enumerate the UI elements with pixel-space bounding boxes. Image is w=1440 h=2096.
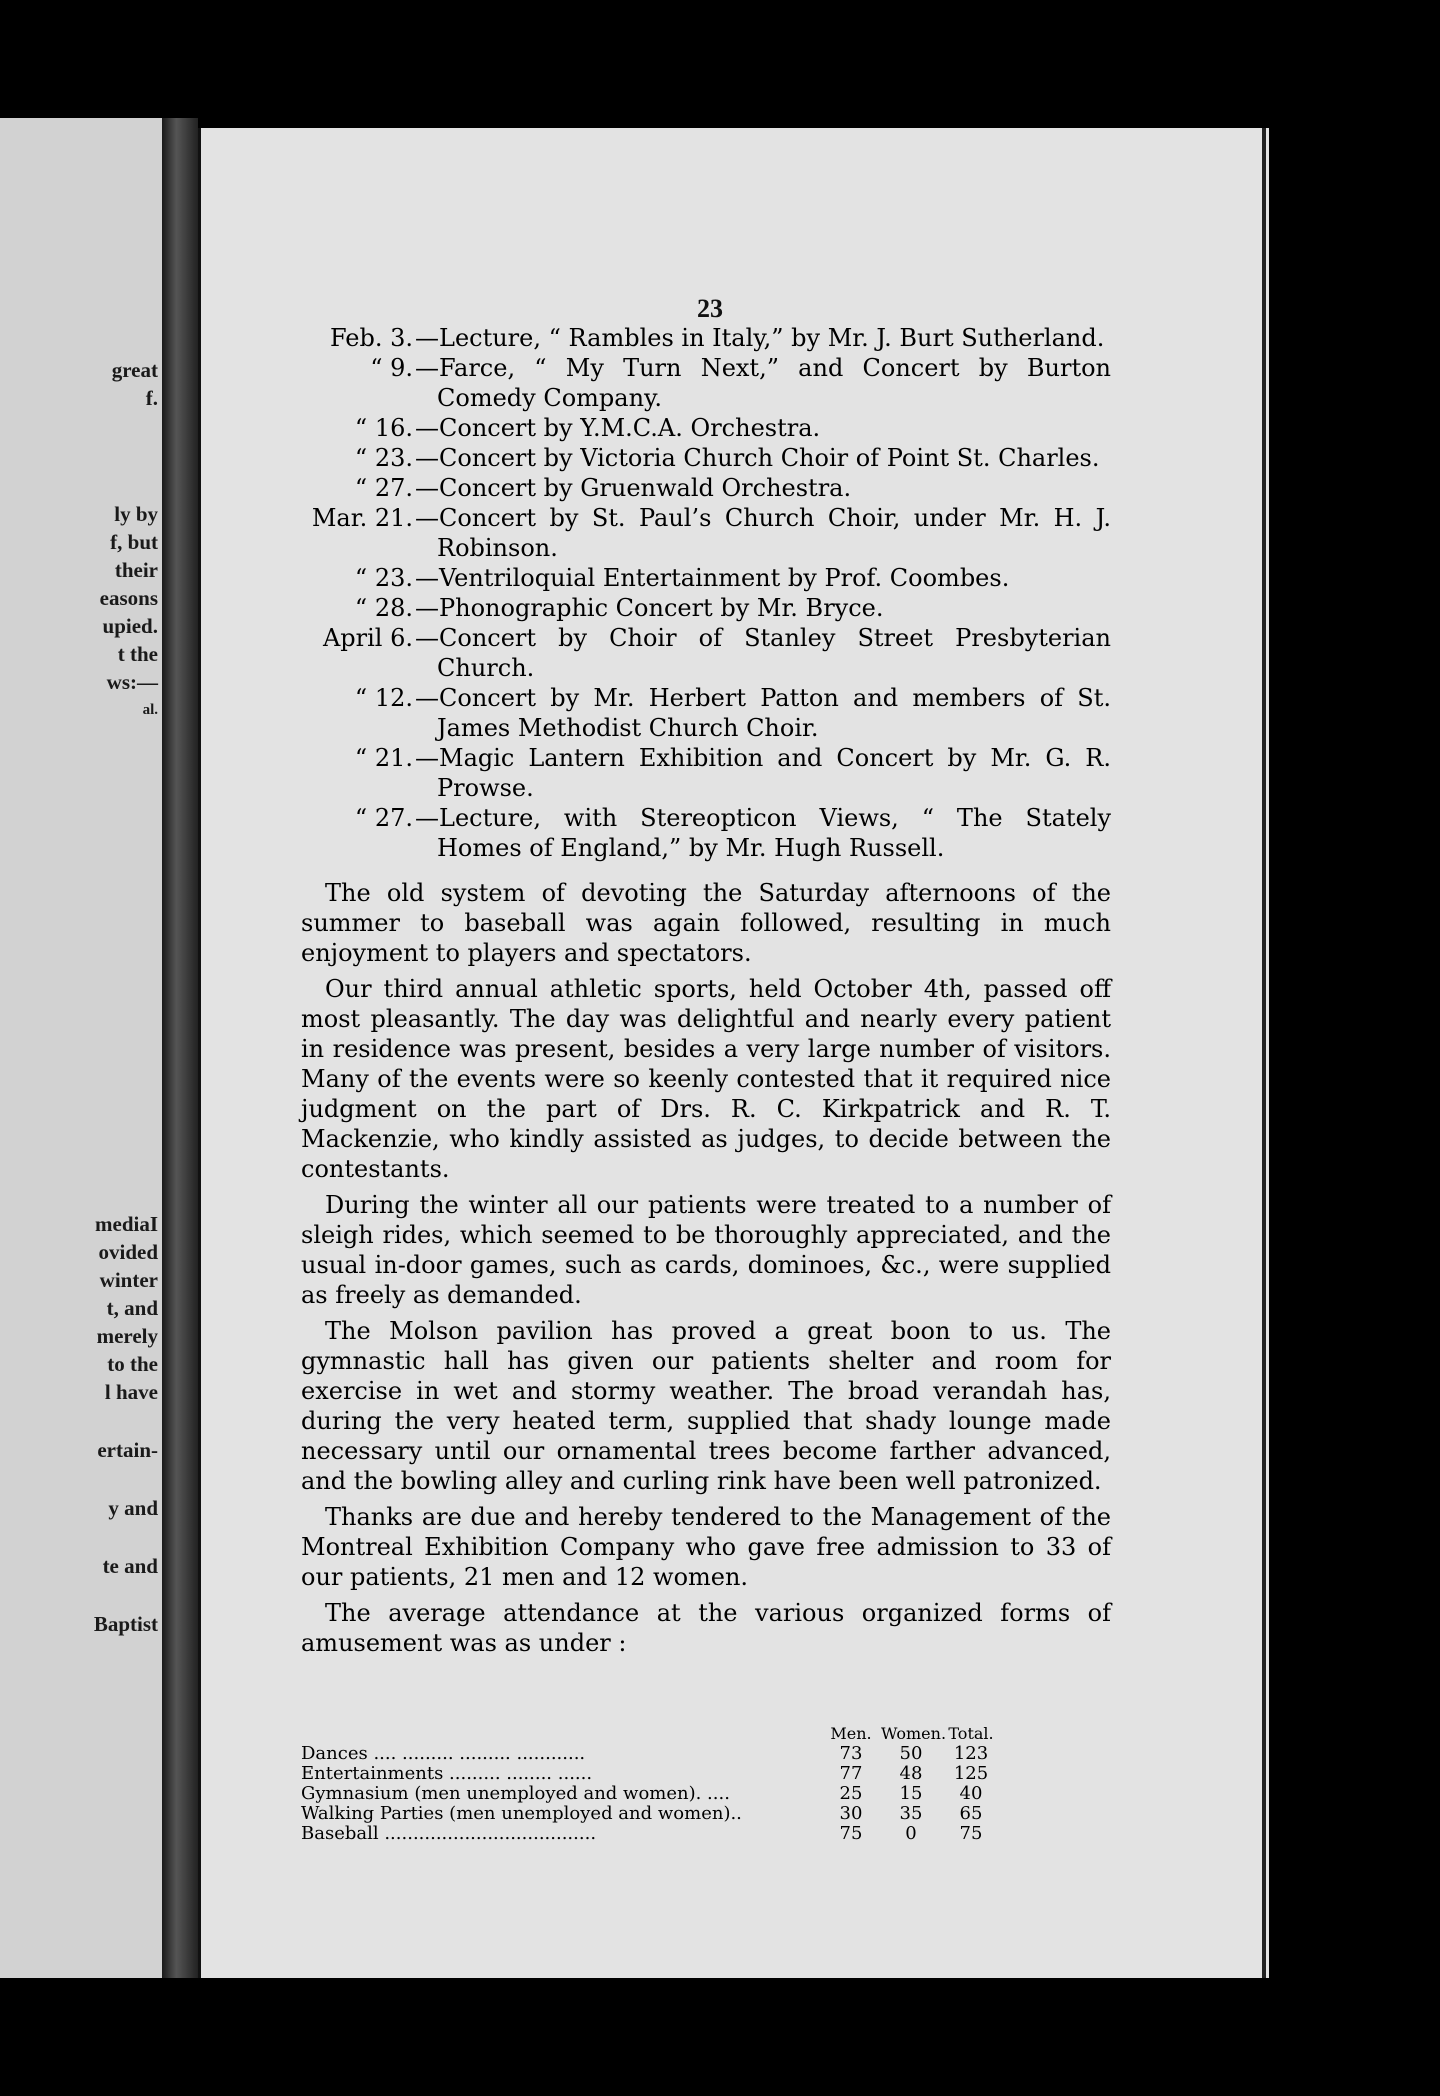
left-line: Baptist: [93, 1612, 158, 1636]
cell-women: 35: [899, 1803, 923, 1824]
left-line: ovided: [98, 1240, 158, 1264]
event-text: —Concert by Victoria Church Choir of Point St. Charles.: [415, 444, 1100, 472]
event-text: —Concert by Mr. Herbert Patton and members of St. James Methodist Church Choir.: [415, 684, 1111, 742]
left-line: y and: [108, 1496, 158, 1520]
event-text: —Concert by Gruenwald Orchestra.: [415, 474, 852, 502]
event-item: [301, 593, 1111, 623]
left-line: great: [111, 358, 158, 382]
paragraph: The Molson pavilion has proved a great boon to us. The gymnastic hall has given our patients shelter and room for exercise in wet and stormy weather. The broad verandah has, during the very heated term, supplied that shady lounge made necessary until our ornamental trees become farther advanced, and the bowling alley and curling rink have been well patronized.: [301, 1317, 1111, 1495]
event-text: —Concert by St. Paul’s Church Choir, under Mr. H. J. Robinson.: [415, 504, 1111, 562]
paragraph: Thanks are due and hereby tendered to the Management of the Montreal Exhibition Company who gave free admission to 33 of our patients, 21 men and 12 women.: [301, 1503, 1111, 1591]
page-number: 23: [697, 294, 723, 323]
left-line: te and: [102, 1554, 158, 1578]
event-text: —Phonographic Concert by Mr. Bryce.: [415, 594, 884, 622]
event-date: “ 12.: [354, 684, 413, 712]
event-date: “ 27.: [354, 474, 413, 502]
table-row: [301, 1764, 1001, 1784]
event-item: [301, 473, 1111, 503]
right-page: [198, 128, 1269, 1978]
cell-men: 30: [839, 1803, 863, 1824]
left-line: easons: [99, 586, 158, 610]
cell-men: 75: [839, 1823, 863, 1844]
event-item: [301, 623, 1111, 683]
cell-women: 15: [899, 1783, 923, 1804]
event-date: “ 27.: [354, 804, 413, 832]
attendance-table: [301, 1724, 1001, 1844]
event-text: —Farce, “ My Turn Next,” and Concert by Burton Comedy Company.: [415, 354, 1111, 412]
cell-women: 48: [899, 1763, 923, 1784]
header-total: Total.: [948, 1724, 994, 1743]
event-item: [301, 683, 1111, 743]
table-row: [301, 1824, 1001, 1844]
left-line: mediaI: [95, 1212, 158, 1236]
cell-women: 50: [899, 1743, 923, 1764]
event-item: [301, 413, 1111, 443]
paragraph: The old system of devoting the Saturday afternoons of the summer to baseball was again followed, resulting in much enjoyment to players and spectators.: [301, 879, 1111, 967]
cell-total: 40: [959, 1783, 983, 1804]
left-line: upied.: [102, 614, 158, 638]
event-date: “ 9.: [370, 354, 413, 382]
event-date: “ 28.: [354, 594, 413, 622]
paragraph: During the winter all our patients were treated to a number of sleigh rides, which seemed to be thoroughly appreciated, and the usual in-door games, such as cards, dominoes, &c., were supplied as freely as demanded.: [301, 1191, 1111, 1309]
left-line: merely: [96, 1324, 158, 1348]
left-line: winter: [99, 1268, 158, 1292]
cell-men: 73: [839, 1743, 863, 1764]
cell-total: 125: [953, 1763, 989, 1784]
table-row: [301, 1744, 1001, 1764]
left-line: f.: [145, 386, 158, 410]
left-line: ws:—: [106, 670, 158, 694]
event-text: —Concert by Y.M.C.A. Orchestra.: [415, 414, 821, 442]
event-text: —Lecture, with Stereopticon Views, “ The Stately Homes of England,” by Mr. Hugh Russell.: [415, 804, 1111, 862]
body-text: [301, 878, 1111, 1664]
row-label: Entertainments ......... ........ ......: [301, 1764, 593, 1784]
left-line: their: [114, 558, 158, 582]
row-label: Walking Parties (men unemployed and women)..: [301, 1804, 742, 1824]
cell-total: 75: [959, 1823, 983, 1844]
cell-total: 123: [953, 1743, 989, 1764]
event-text: —Concert by Choir of Stanley Street Presbyterian Church.: [415, 624, 1111, 682]
event-item: [301, 323, 1111, 353]
paragraph: The average attendance at the various organized forms of amusement was as under :: [301, 1599, 1111, 1657]
event-date: “ 23.: [354, 444, 413, 472]
left-line: ertain-: [97, 1438, 158, 1462]
row-label: Dances .... ......... ......... ............: [301, 1744, 586, 1764]
left-line: al.: [142, 702, 158, 718]
left-line: t the: [117, 642, 158, 666]
event-item: [301, 743, 1111, 803]
paragraph: Our third annual athletic sports, held October 4th, passed off most pleasantly. The day was delightful and nearly every patient in residence was present, besides a very large number of visitors. Many of the events were so keenly contested that it required nice judgment on the part of Drs. R. C. Kirkpatrick and R. T. Mackenzie, who kindly assisted as judges, to decide between the contestants.: [301, 975, 1111, 1183]
left-page-fragment: [0, 118, 162, 1978]
event-item: [301, 503, 1111, 563]
left-line: t, and: [106, 1296, 158, 1320]
table-row: [301, 1784, 1001, 1804]
table-row: [301, 1804, 1001, 1824]
event-date: Feb. 3.: [329, 324, 413, 352]
book-gutter: [162, 118, 198, 1978]
row-label: Baseball .....................................: [301, 1824, 597, 1844]
event-date: April 6.: [322, 624, 413, 652]
events-list: [301, 323, 1111, 863]
event-item: [301, 353, 1111, 413]
left-line: to the: [107, 1352, 158, 1376]
page-edge: [1262, 128, 1266, 1978]
event-date: “ 16.: [354, 414, 413, 442]
event-date: Mar. 21.: [311, 504, 413, 532]
table-header: [301, 1724, 1001, 1744]
event-date: “ 21.: [354, 744, 413, 772]
left-line: l have: [104, 1380, 158, 1404]
header-men: Men.: [830, 1724, 872, 1743]
event-text: —Ventriloquial Entertainment by Prof. Coombes.: [415, 564, 1010, 592]
event-item: [301, 563, 1111, 593]
left-line: ly by: [114, 502, 158, 526]
header-women: Women.: [881, 1724, 947, 1743]
cell-men: 25: [839, 1783, 863, 1804]
left-line: f, but: [110, 530, 158, 554]
cell-women: 0: [905, 1823, 917, 1844]
event-date: “ 23.: [354, 564, 413, 592]
event-text: —Lecture, “ Rambles in Italy,” by Mr. J. Burt Sutherland.: [415, 324, 1105, 352]
event-item: [301, 803, 1111, 863]
row-label: Gymnasium (men unemployed and women). ....: [301, 1784, 730, 1804]
event-text: —Magic Lantern Exhibition and Concert by Mr. G. R. Prowse.: [415, 744, 1111, 802]
cell-total: 65: [959, 1803, 983, 1824]
event-item: [301, 443, 1111, 473]
cell-men: 77: [839, 1763, 863, 1784]
